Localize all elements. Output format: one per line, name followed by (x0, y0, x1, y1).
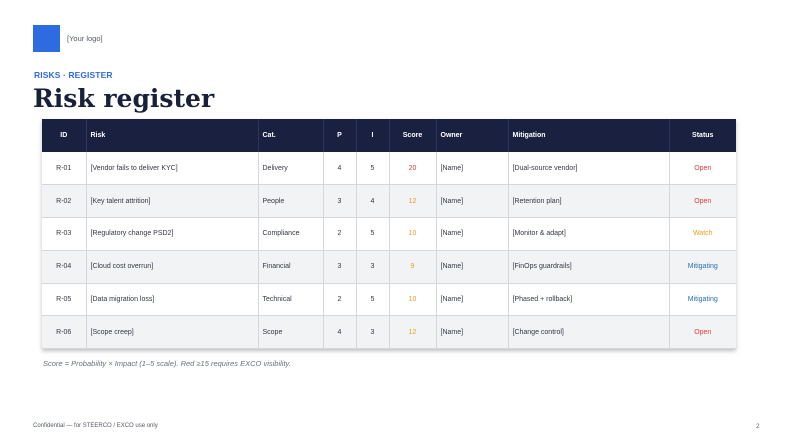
risk-impact: 5 (356, 283, 389, 316)
risk-mitigation: [Monitor & adapt] (508, 218, 669, 251)
risk-id: R-05 (42, 283, 86, 316)
risk-probability: 2 (323, 283, 356, 316)
risk-probability: 4 (323, 152, 356, 185)
risk-category: Technical (258, 283, 323, 316)
page-title: Risk register (33, 84, 215, 113)
risk-id: R-06 (42, 316, 86, 349)
risk-score: 12 (389, 316, 436, 349)
risk-mitigation: [Phased + rollback] (508, 283, 669, 316)
risk-id: R-03 (42, 218, 86, 251)
risk-owner: [Name] (436, 218, 508, 251)
risk-impact: 4 (356, 185, 389, 218)
risk-description: [Data migration loss] (86, 283, 258, 316)
risk-category: Scope (258, 316, 323, 349)
risk-score: 9 (389, 250, 436, 283)
section-eyebrow: RISKS · REGISTER (34, 70, 113, 80)
table-header-row (42, 119, 736, 152)
header-probability: P (323, 119, 356, 152)
risk-impact: 5 (356, 152, 389, 185)
risk-category: Delivery (258, 152, 323, 185)
risk-description: [Scope creep] (86, 316, 258, 349)
logo-placeholder-box (33, 25, 60, 52)
header-status: Status (692, 132, 714, 139)
risk-status: Mitigating (669, 283, 736, 316)
risk-impact: 3 (356, 316, 389, 349)
risk-probability: 4 (323, 316, 356, 349)
table-row (42, 218, 736, 251)
risk-owner: [Name] (436, 316, 508, 349)
header-mitigation: Mitigation (508, 119, 669, 152)
risk-mitigation: [Dual-source vendor] (508, 152, 669, 185)
risk-category: People (258, 185, 323, 218)
risk-probability: 3 (323, 250, 356, 283)
table-row (42, 316, 736, 349)
risk-category: Financial (258, 250, 323, 283)
risk-mitigation: [Change control] (508, 316, 669, 349)
risk-score: 12 (389, 185, 436, 218)
risk-score: 20 (389, 152, 436, 185)
header-id: ID (42, 119, 86, 152)
header-owner: Owner (436, 119, 508, 152)
risk-id: R-04 (42, 250, 86, 283)
risk-score: 10 (389, 283, 436, 316)
risk-owner: [Name] (436, 283, 508, 316)
header-category: Cat. (258, 119, 323, 152)
table-row (42, 250, 736, 283)
risk-mitigation: [Retention plan] (508, 185, 669, 218)
risk-probability: 2 (323, 218, 356, 251)
risk-description: [Cloud cost overrun] (86, 250, 258, 283)
risk-status: Mitigating (669, 250, 736, 283)
risk-owner: [Name] (436, 152, 508, 185)
risk-status: Open (669, 152, 736, 185)
table-row (42, 152, 736, 185)
risk-id: R-01 (42, 152, 86, 185)
risk-owner: [Name] (436, 185, 508, 218)
risk-probability: 3 (323, 185, 356, 218)
score-footnote: Score = Probability × Impact (1–5 scale). Red ≥15 requires EXCO visibility. (43, 359, 291, 368)
risk-impact: 3 (356, 250, 389, 283)
risk-description: [Regulatory change PSD2] (86, 218, 258, 251)
header-risk: Risk (86, 119, 258, 152)
risk-status: Watch (669, 218, 736, 251)
risk-description: [Key talent attrition] (86, 185, 258, 218)
risk-impact: 5 (356, 218, 389, 251)
risk-id: R-02 (42, 185, 86, 218)
risk-category: Compliance (258, 218, 323, 251)
risk-score: 10 (389, 218, 436, 251)
table-row (42, 185, 736, 218)
risk-description: [Vendor fails to deliver KYC] (86, 152, 258, 185)
confidentiality-footer: Confidential — for STEERCO / EXCO use only (33, 423, 158, 429)
logo-placeholder-text: [Your logo] (67, 34, 103, 43)
risk-status: Open (669, 316, 736, 349)
header-impact: I (356, 119, 389, 152)
risk-owner: [Name] (436, 250, 508, 283)
risk-register-table (42, 119, 736, 349)
risk-status: Open (669, 185, 736, 218)
table-row (42, 283, 736, 316)
risk-mitigation: [FinOps guardrails] (508, 250, 669, 283)
header-score: Score (389, 119, 436, 152)
page-number: 2 (756, 423, 760, 430)
